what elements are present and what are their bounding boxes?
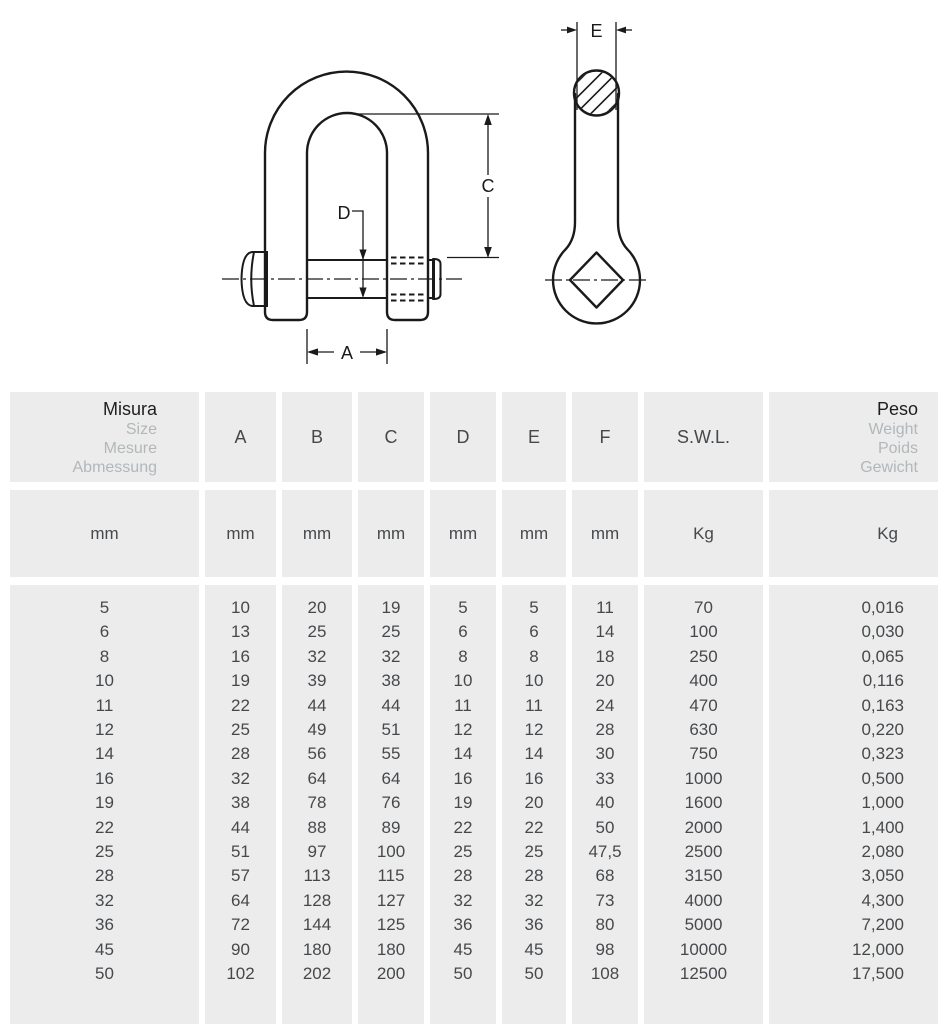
table-cell: 400 — [689, 671, 718, 691]
header-size-sub: Abmessung — [72, 459, 157, 476]
table-cell: 50 — [595, 817, 615, 837]
column-swl — [644, 585, 763, 1024]
table-cell: 25 — [453, 842, 473, 862]
table-cell: 36 — [453, 915, 473, 935]
table-cell: 100 — [689, 622, 718, 642]
table-cell: 4000 — [684, 890, 723, 910]
table-cell: 11 — [95, 695, 114, 715]
table-cell: 10 — [95, 671, 114, 691]
table-cell: 55 — [381, 744, 401, 764]
table-cell: 12,000 — [852, 939, 904, 959]
table-cell: 89 — [381, 817, 401, 837]
table-cell: 10 — [453, 671, 473, 691]
table-cell: 45 — [524, 939, 544, 959]
header-dim-d: D — [430, 392, 496, 482]
table-cell: 68 — [595, 866, 615, 886]
table-cell: 50 — [453, 964, 473, 984]
unit-weight: Kg — [769, 490, 938, 577]
table-cell: 0,016 — [861, 598, 904, 617]
table-cell: 5000 — [684, 915, 723, 935]
table-cell: 50 — [95, 964, 114, 984]
table-cell: 22 — [453, 817, 473, 837]
table-cell: 38 — [381, 671, 401, 691]
unit-size: mm — [10, 490, 199, 577]
table-cell: 2500 — [684, 842, 723, 862]
table-cell: 20 — [524, 793, 544, 813]
header-dim-b: B — [282, 392, 352, 482]
table-cell: 200 — [376, 964, 406, 984]
table-cell: 2000 — [684, 817, 723, 837]
table-units-row — [10, 490, 938, 577]
table-cell: 180 — [376, 939, 406, 959]
table-cell: 108 — [590, 964, 620, 984]
table-cell: 11 — [596, 598, 614, 617]
table-cell: 80 — [595, 915, 615, 935]
column-e — [502, 585, 566, 1024]
table-cell: 125 — [376, 915, 406, 935]
table-cell: 33 — [595, 768, 615, 788]
unit-c: mm — [358, 490, 424, 577]
table-cell: 14 — [453, 744, 473, 764]
table-cell: 25 — [381, 622, 401, 642]
table-cell: 113 — [303, 866, 331, 886]
table-cell: 24 — [595, 695, 615, 715]
table-cell: 38 — [231, 793, 250, 813]
table-cell: 25 — [231, 720, 250, 740]
header-size-sub: Size — [125, 421, 157, 438]
table-cell: 28 — [524, 866, 544, 886]
table-cell: 44 — [231, 817, 250, 837]
table-cell: 32 — [231, 768, 250, 788]
table-cell: 12 — [524, 720, 544, 740]
column-a — [205, 585, 276, 1024]
header-swl: S.W.L. — [644, 392, 763, 482]
table-cell: 100 — [376, 842, 406, 862]
table-cell: 64 — [307, 768, 327, 788]
table-cell: 16 — [524, 768, 544, 788]
bow-cross-section — [529, 26, 672, 169]
unit-d: mm — [430, 490, 496, 577]
spec-table — [10, 392, 938, 1024]
table-cell: 28 — [231, 744, 250, 764]
table-cell: 8 — [99, 646, 110, 666]
column-weight — [769, 585, 938, 1024]
unit-f: mm — [572, 490, 638, 577]
table-cell: 39 — [307, 671, 327, 691]
table-cell: 17,500 — [852, 964, 904, 984]
table-cell: 16 — [453, 768, 473, 788]
table-cell: 11 — [525, 695, 543, 715]
table-cell: 5 — [458, 598, 468, 617]
table-cell: 44 — [307, 695, 327, 715]
table-cell: 8 — [458, 646, 468, 666]
table-cell: 1600 — [684, 793, 723, 813]
header-weight-sub: Poids — [877, 440, 918, 457]
table-cell: 40 — [595, 793, 615, 813]
table-cell: 32 — [307, 646, 327, 666]
dim-e — [561, 21, 632, 110]
table-cell: 20 — [595, 671, 615, 691]
table-cell: 0,065 — [861, 646, 904, 666]
table-cell: 115 — [377, 866, 405, 886]
header-dim-c: C — [358, 392, 424, 482]
unit-e: mm — [502, 490, 566, 577]
table-cell: 0,220 — [861, 720, 904, 740]
table-cell: 0,116 — [862, 671, 904, 691]
table-cell: 76 — [381, 793, 401, 813]
column-d — [430, 585, 496, 1024]
table-header-row — [10, 392, 938, 482]
table-cell: 25 — [307, 622, 327, 642]
table-cell: 10 — [231, 598, 250, 617]
dim-c-label: C — [481, 176, 495, 196]
table-cell: 1000 — [684, 768, 723, 788]
table-cell: 6 — [458, 622, 468, 642]
table-cell: 8 — [529, 646, 539, 666]
table-cell: 14 — [95, 744, 114, 764]
table-cell: 19 — [381, 598, 401, 617]
table-cell: 36 — [524, 915, 544, 935]
table-cell: 18 — [595, 646, 615, 666]
table-cell: 73 — [595, 890, 615, 910]
table-cell: 70 — [694, 598, 713, 617]
table-cell: 12 — [95, 720, 114, 740]
table-cell: 97 — [307, 842, 327, 862]
table-cell: 10 — [524, 671, 544, 691]
table-cell: 0,323 — [861, 744, 904, 764]
table-cell: 19 — [453, 793, 473, 813]
shackle-side-view — [529, 21, 672, 323]
column-size — [10, 585, 199, 1024]
table-cell: 72 — [231, 915, 250, 935]
table-cell: 202 — [302, 964, 332, 984]
table-cell: 1,000 — [861, 793, 904, 813]
table-cell: 49 — [307, 720, 327, 740]
table-cell: 50 — [524, 964, 544, 984]
table-cell: 0,030 — [861, 622, 904, 642]
column-b — [282, 585, 352, 1024]
table-cell: 6 — [529, 622, 539, 642]
table-cell: 32 — [95, 890, 114, 910]
table-cell: 16 — [231, 646, 250, 666]
table-cell: 32 — [453, 890, 473, 910]
table-cell: 45 — [95, 939, 114, 959]
table-cell: 28 — [595, 720, 615, 740]
table-cell: 250 — [689, 646, 718, 666]
table-cell: 19 — [95, 793, 114, 813]
header-dim-e: E — [502, 392, 566, 482]
table-cell: 12 — [453, 720, 473, 740]
table-cell: 1,400 — [861, 817, 904, 837]
table-cell: 0,500 — [861, 768, 904, 788]
table-cell: 44 — [381, 695, 401, 715]
side-view-body — [553, 94, 640, 323]
dim-d — [338, 203, 367, 298]
table-cell: 57 — [231, 866, 250, 886]
table-cell: 32 — [381, 646, 401, 666]
column-c — [358, 585, 424, 1024]
unit-b: mm — [282, 490, 352, 577]
table-cell: 470 — [689, 695, 718, 715]
table-body — [10, 585, 938, 1024]
table-cell: 7,200 — [861, 915, 904, 935]
table-cell: 20 — [307, 598, 327, 617]
table-cell: 144 — [302, 915, 332, 935]
table-cell: 25 — [95, 842, 114, 862]
table-cell: 88 — [307, 817, 327, 837]
table-cell: 56 — [307, 744, 327, 764]
table-cell: 64 — [231, 890, 250, 910]
table-cell: 78 — [307, 793, 327, 813]
header-weight — [769, 392, 938, 482]
dim-a — [307, 329, 387, 364]
header-dim-a: A — [205, 392, 276, 482]
table-cell: 12500 — [679, 964, 728, 984]
table-cell: 13 — [231, 622, 250, 642]
table-cell: 750 — [689, 744, 718, 764]
table-cell: 102 — [226, 964, 255, 984]
table-cell: 14 — [595, 622, 615, 642]
shackle-front-view — [222, 72, 499, 364]
table-cell: 19 — [231, 671, 250, 691]
header-weight-primary: Peso — [876, 399, 918, 419]
table-cell: 16 — [95, 768, 114, 788]
table-cell: 47,5 — [588, 842, 622, 862]
header-dim-f: F — [572, 392, 638, 482]
hatch-pattern — [529, 26, 672, 169]
header-size-sub: Mesure — [103, 440, 157, 457]
table-cell: 5 — [99, 598, 110, 617]
technical-drawing — [0, 0, 943, 390]
table-cell: 28 — [453, 866, 473, 886]
table-cell: 4,300 — [861, 890, 904, 910]
table-cell: 90 — [231, 939, 250, 959]
table-cell: 28 — [95, 866, 114, 886]
table-cell: 45 — [453, 939, 473, 959]
dim-e-label: E — [590, 21, 603, 41]
table-cell: 64 — [381, 768, 401, 788]
table-cell: 2,080 — [861, 842, 904, 862]
header-size-primary: Misura — [102, 399, 157, 419]
table-cell: 5 — [529, 598, 539, 617]
table-cell: 32 — [524, 890, 544, 910]
table-cell: 51 — [231, 842, 250, 862]
column-f — [572, 585, 638, 1024]
table-cell: 14 — [524, 744, 544, 764]
table-cell: 22 — [95, 817, 114, 837]
table-cell: 128 — [302, 890, 332, 910]
header-weight-sub: Weight — [868, 421, 918, 438]
unit-a: mm — [205, 490, 276, 577]
table-cell: 30 — [595, 744, 615, 764]
table-cell: 0,163 — [861, 695, 904, 715]
shackle-body-outline — [265, 72, 428, 320]
table-cell: 630 — [689, 720, 718, 740]
table-cell: 3,050 — [861, 866, 904, 886]
table-cell: 127 — [376, 890, 406, 910]
table-cell: 10000 — [679, 939, 728, 959]
table-cell: 22 — [231, 695, 250, 715]
table-cell: 36 — [95, 915, 114, 935]
header-weight-sub: Gewicht — [860, 459, 918, 476]
table-cell: 3150 — [684, 866, 723, 886]
dim-d-label: D — [337, 203, 351, 223]
table-cell: 25 — [524, 842, 544, 862]
header-size — [10, 392, 199, 482]
table-cell: 11 — [454, 695, 472, 715]
dim-a-label: A — [340, 343, 354, 363]
table-cell: 51 — [381, 720, 401, 740]
table-cell: 98 — [595, 939, 615, 959]
table-cell: 6 — [99, 622, 110, 642]
table-cell: 22 — [524, 817, 544, 837]
unit-swl: Kg — [644, 490, 763, 577]
table-cell: 180 — [302, 939, 332, 959]
